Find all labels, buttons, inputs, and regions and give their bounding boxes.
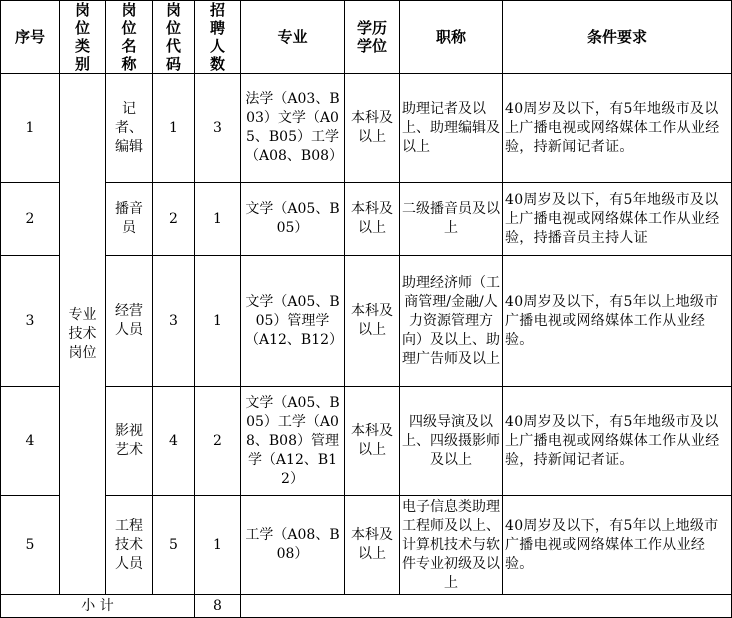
cell-count: 2 <box>195 387 241 496</box>
table-row <box>1 256 732 387</box>
subtotal-empty <box>241 595 732 618</box>
cell-seq: 3 <box>1 256 60 387</box>
table-row <box>1 496 732 595</box>
cell-title: 电子信息类助理工程师及以上、计算机技术与软件专业初级及以上 <box>400 496 503 595</box>
cell-title: 助理记者及以上、助理编辑及以上 <box>400 74 503 183</box>
cell-requirements: 40周岁及以下，有5年地级市及以上广播电视或网络媒体工作从业经验，持新闻记者证。 <box>503 387 732 496</box>
cell-title: 助理经济师（工商管理/金融/人力资源管理方向）及以上、助理广告师及以上 <box>400 256 503 387</box>
cell-category: 专业技术岗位 <box>60 74 106 595</box>
cell-name: 记者、编辑 <box>106 74 153 183</box>
cell-major: 文学（A05、B05）工学（A08、B08）管理学（A12、B12） <box>241 387 345 496</box>
table-row <box>1 387 732 496</box>
cell-name: 影视艺术 <box>106 387 153 496</box>
cell-name: 播音员 <box>106 183 153 256</box>
cell-name: 工程技术人员 <box>106 496 153 595</box>
cell-seq: 4 <box>1 387 60 496</box>
header-code: 岗位代码 <box>153 1 195 74</box>
cell-seq: 5 <box>1 496 60 595</box>
header-requirements: 条件要求 <box>503 1 732 74</box>
header-seq: 序号 <box>1 1 60 74</box>
cell-seq: 1 <box>1 74 60 183</box>
cell-requirements: 40周岁及以下，有5年地级市及以上广播电视或网络媒体工作从业经验，持新闻记者证。 <box>503 74 732 183</box>
cell-title: 四级导演及以上、四级摄影师及以上 <box>400 387 503 496</box>
cell-degree: 本科及以上 <box>345 183 400 256</box>
cell-count: 1 <box>195 183 241 256</box>
subtotal-row <box>1 595 732 618</box>
cell-count: 1 <box>195 496 241 595</box>
cell-code: 3 <box>153 256 195 387</box>
header-major: 专业 <box>241 1 345 74</box>
cell-degree: 本科及以上 <box>345 74 400 183</box>
cell-requirements: 40周岁及以下，有5年以上地级市广播电视或网络媒体工作从业经验。 <box>503 496 732 595</box>
header-degree: 学历学位 <box>345 1 400 74</box>
cell-major: 工学（A08、B08） <box>241 496 345 595</box>
cell-code: 4 <box>153 387 195 496</box>
cell-requirements: 40周岁及以下，有5年以上地级市广播电视或网络媒体工作从业经验。 <box>503 256 732 387</box>
cell-code: 1 <box>153 74 195 183</box>
cell-count: 3 <box>195 74 241 183</box>
cell-major: 法学（A03、B03）文学（A05、B05）工学（A08、B08） <box>241 74 345 183</box>
subtotal-count: 8 <box>195 595 241 618</box>
header-row <box>1 1 732 74</box>
header-category: 岗位类别 <box>60 1 106 74</box>
table-row <box>1 74 732 183</box>
cell-name: 经营人员 <box>106 256 153 387</box>
cell-title: 二级播音员及以上 <box>400 183 503 256</box>
cell-seq: 2 <box>1 183 60 256</box>
header-title: 职称 <box>400 1 503 74</box>
header-name: 岗位名称 <box>106 1 153 74</box>
table-row <box>1 183 732 256</box>
header-count: 招聘人数 <box>195 1 241 74</box>
subtotal-label: 小 计 <box>1 595 195 618</box>
cell-count: 1 <box>195 256 241 387</box>
cell-requirements: 40周岁及以下，有5年地级市及以上广播电视或网络媒体工作从业经验，持播音员主持人证 <box>503 183 732 256</box>
cell-code: 2 <box>153 183 195 256</box>
cell-major: 文学（A05、B05）管理学（A12、B12） <box>241 256 345 387</box>
cell-code: 5 <box>153 496 195 595</box>
cell-degree: 本科及以上 <box>345 387 400 496</box>
cell-major: 文学（A05、B05） <box>241 183 345 256</box>
cell-degree: 本科及以上 <box>345 496 400 595</box>
cell-degree: 本科及以上 <box>345 256 400 387</box>
